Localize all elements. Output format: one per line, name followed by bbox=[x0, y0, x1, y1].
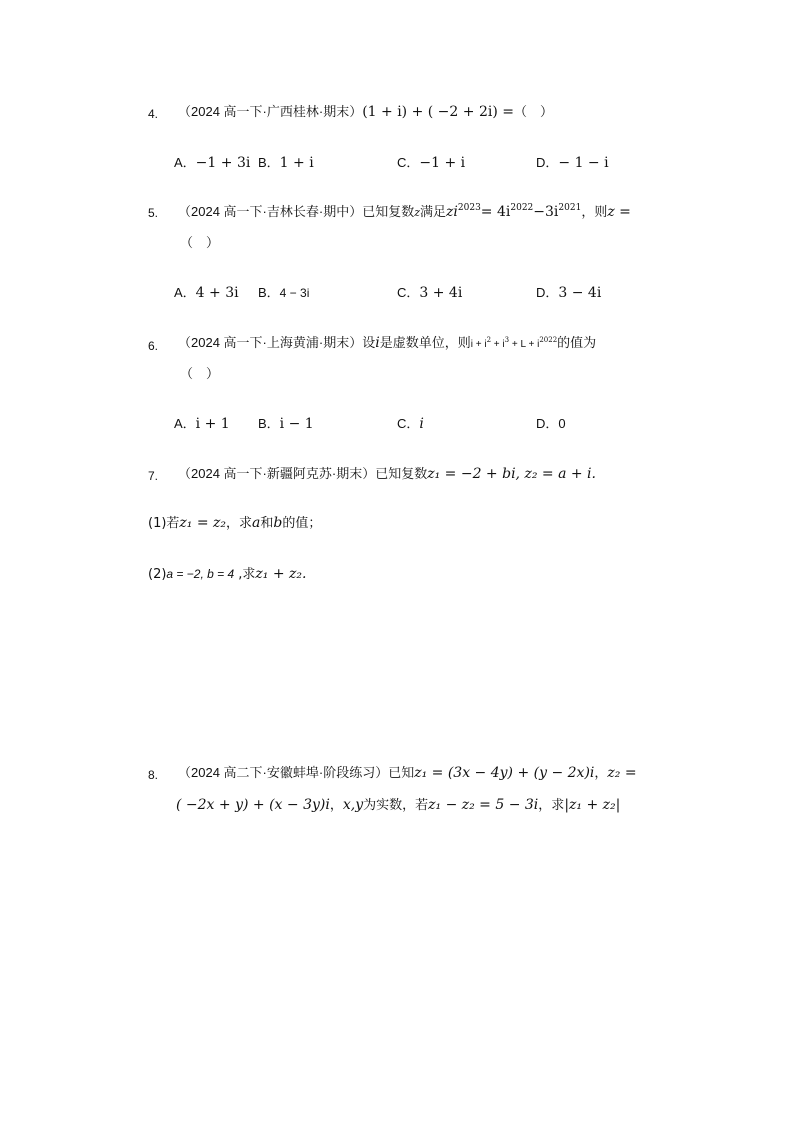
option-c[interactable]: C．3 + 4i bbox=[397, 285, 463, 301]
option-d[interactable]: D．3 − 4i bbox=[536, 285, 602, 301]
stem-expression: (1 + i) + ( −2 + 2i) = bbox=[362, 104, 514, 120]
question-stem: （2024 高二下·安徽蚌埠·阶段练习）已知z₁ = (3x − 4y) + (y − 2x)i，z₂ = bbox=[178, 765, 637, 781]
option-d[interactable]: D．0 bbox=[536, 416, 566, 431]
option-c[interactable]: C．i bbox=[397, 416, 424, 432]
option-d[interactable]: D．− 1 − i bbox=[536, 155, 609, 171]
option-b[interactable]: B．4 − 3i bbox=[258, 285, 310, 300]
question-number: 4. bbox=[148, 107, 159, 121]
option-c[interactable]: C．−1 + i bbox=[397, 155, 466, 171]
question-stem bbox=[178, 103, 553, 122]
question-number: 5. bbox=[148, 206, 159, 220]
question-number: 8. bbox=[148, 768, 159, 782]
part-2: (2)a = −2, b = 4 ,求z₁ + z₂. bbox=[148, 566, 307, 582]
option-b[interactable]: B．i − 1 bbox=[258, 416, 314, 432]
option-a[interactable]: A．4 + 3i bbox=[174, 285, 239, 301]
question-stem: （2024 高一下·吉林长春·期中）已知复数z满足$zi^{2023}= 4i^{2022}-3i^{2021}$，则z = bbox=[178, 203, 631, 220]
question-source: （2024 高一下·吉林长春·期中） bbox=[178, 204, 363, 219]
option-b[interactable]: B．1 + i bbox=[258, 155, 314, 171]
option-a[interactable]: A．i + 1 bbox=[174, 416, 230, 432]
answer-blank: （ ） bbox=[180, 236, 220, 251]
question-stem: （2024 高一下·上海黄浦·期末）设i是虚数单位，则$i + i^2 + i^3 + L + i^{2022}$的值为 bbox=[178, 335, 597, 351]
part-1: (1)若z₁ = z₂，求a和b的值； bbox=[148, 515, 322, 531]
answer-blank: （ ） bbox=[180, 367, 220, 382]
question-number: 6. bbox=[148, 339, 159, 353]
answer-blank: （ ） bbox=[513, 105, 553, 120]
question-stem: （2024 高一下·新疆阿克苏·期末）已知复数z₁ = −2 + bi, z₂ = a + i. bbox=[178, 466, 596, 482]
question-stem-continued: ( −2x + y) + (x − 3y)i，x,y为实数，若z₁ − z₂ = 5 − 3i，求|z₁ + z₂| bbox=[176, 797, 621, 813]
question-source: （2024 高一下·上海黄浦·期末） bbox=[178, 335, 363, 350]
option-a[interactable]: A．−1 + 3i bbox=[174, 155, 251, 171]
question-source: （2024 高二下·安徽蚌埠·阶段练习） bbox=[178, 765, 389, 780]
question-source: （2024 高一下·广西桂林·期末） bbox=[178, 104, 363, 119]
question-source: （2024 高一下·新疆阿克苏·期末） bbox=[178, 466, 376, 481]
question-number: 7. bbox=[148, 469, 159, 483]
